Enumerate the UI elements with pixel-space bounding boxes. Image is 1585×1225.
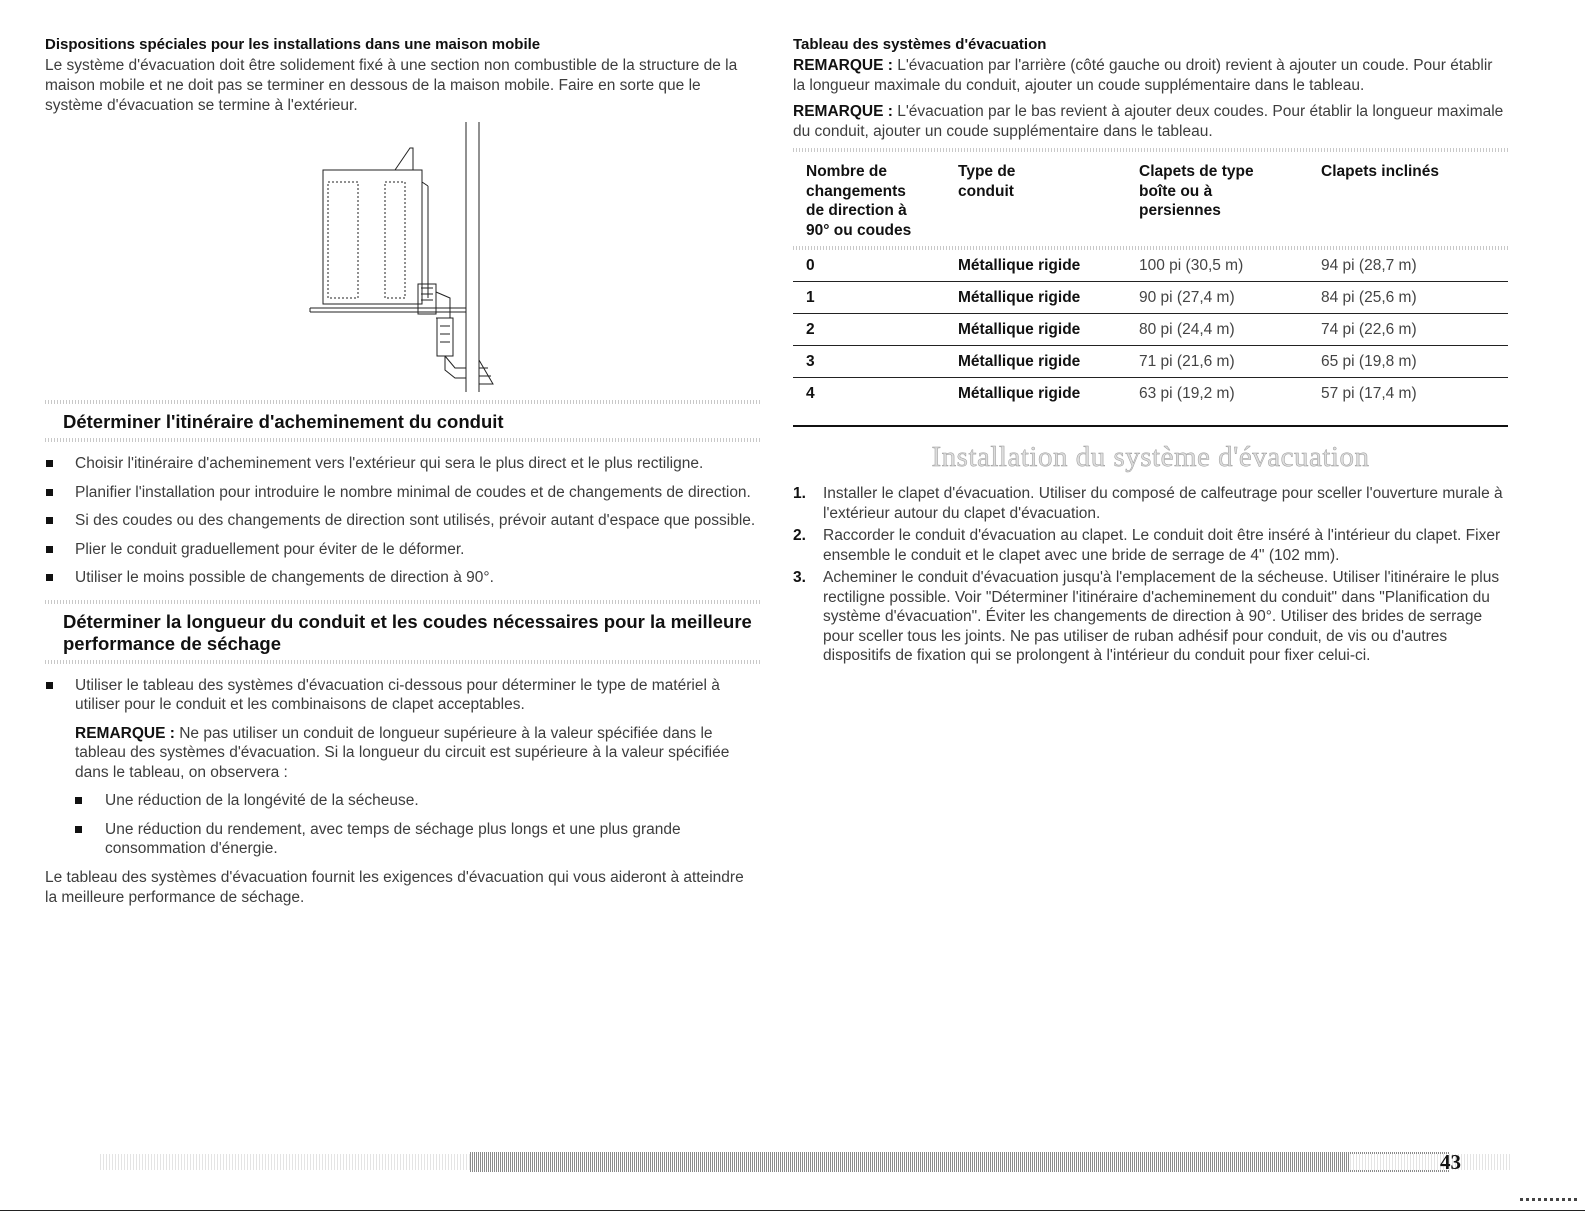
consequence-list (45, 791, 760, 859)
table-row (793, 314, 1508, 346)
list-item (793, 484, 1508, 523)
dryer-diagram-illustration (45, 122, 760, 392)
table-row (793, 346, 1508, 378)
table-cell: 63 pi (19,2 m) (1126, 378, 1308, 427)
table-cell: Métallique rigide (945, 314, 1126, 346)
closing-text: Le tableau des systèmes d'évacuation fournit les exigences d'évacuation qui vous aideront à atteindre la meilleure performance de séchage. (45, 868, 744, 906)
note-text: Ne pas utiliser un conduit de longueur supérieure à la valeur spécifiée dans le tableau des systèmes d'évacuation. Si la longueur du circuit est supérieure à la valeur spécifiée dans le tableau, on observera : (75, 724, 730, 781)
length-section-header (45, 600, 760, 664)
installation-steps (793, 484, 1508, 666)
list-item (793, 526, 1508, 565)
table-header: Clapets inclinés (1321, 163, 1440, 180)
step-number: 1. (793, 485, 806, 502)
table-row (793, 378, 1508, 427)
footer-strong-band (470, 1152, 1450, 1172)
table-cell: 57 pi (17,4 m) (1308, 378, 1508, 427)
route-bullet-list (45, 454, 760, 588)
list-item: Utiliser le moins possible de changements de direction à 90°. (45, 568, 760, 588)
note-text: L'évacuation par le bas revient à ajouter deux coudes. Pour établir la longueur maximale du conduit, ajouter un coude supplémentaire dans le tableau. (793, 103, 1504, 140)
note-label: REMARQUE : (793, 57, 893, 74)
table-cell: 74 pi (22,6 m) (1308, 314, 1508, 346)
vent-system-table (793, 158, 1508, 427)
table-cell: 90 pi (27,4 m) (1126, 282, 1308, 314)
footer-fade-right (1350, 1154, 1510, 1170)
list-item: Planifier l'installation pour introduire le nombre minimal de coudes et de changements de direction. (45, 483, 760, 503)
dryer-mobile-home-diagram (45, 122, 760, 392)
list-item: Une réduction de la longévité de la sécheuse. (45, 791, 760, 811)
note-text: L'évacuation par l'arrière (côté gauche ou droit) revient à ajouter un coude. Pour établir la longueur maximale du conduit, ajouter un coude supplémentaire dans le tableau. (793, 57, 1493, 94)
table-cell: 65 pi (19,8 m) (1308, 346, 1508, 378)
length-section-title: Déterminer la longueur du conduit et les coudes nécessaires pour la meilleure performance de séchage (63, 610, 752, 654)
note-2 (793, 102, 1508, 142)
table-cell: 4 (793, 378, 945, 427)
footer-bar (100, 1152, 1510, 1174)
note-label: REMARQUE : (793, 103, 893, 120)
table-row (793, 282, 1508, 314)
table-cell: 0 (793, 250, 945, 282)
table-heading: Tableau des systèmes d'évacuation (793, 36, 1047, 53)
route-section-header (45, 400, 760, 442)
length-bullet-list (45, 676, 760, 715)
step-text: Acheminer le conduit d'évacuation jusqu'à l'emplacement de la sécheuse. Utiliser l'itinéraire le plus rectiligne possible. Voir "Déterminer l'itinéraire d'acheminement du conduit" dans "Planification du système d'évacuation". Éviter les changements de direction à 90°. Utiliser des brides de serrage pour sceller tous les joints. Ne pas utiliser de ruban adhésif pour conduit, de vis ou d'autres dispositifs de fixation qui se prolongent à l'intérieur du conduit pour fixer celui-ci. (823, 569, 1500, 664)
mobile-home-heading: Dispositions spéciales pour les installations dans une maison mobile (45, 36, 541, 53)
step-number: 3. (793, 569, 806, 586)
dotted-rule (45, 660, 760, 664)
step-number: 2. (793, 527, 806, 544)
dotted-rule (793, 148, 1508, 152)
table-cell: 1 (793, 282, 945, 314)
table-cell: Métallique rigide (945, 250, 1126, 282)
table-cell: Métallique rigide (945, 378, 1126, 427)
bottom-marks (1520, 1198, 1580, 1201)
route-section-title: Déterminer l'itinéraire d'acheminement du conduit (63, 411, 504, 432)
installation-title: Installation du système d'évacuation (931, 441, 1370, 473)
list-item: Choisir l'itinéraire d'acheminement vers l'extérieur qui sera le plus direct et le plus rectiligne. (45, 454, 760, 474)
length-note (45, 724, 760, 783)
table-header: Nombre de changements de direction à 90° ou coudes (806, 163, 912, 239)
step-text: Installer le clapet d'évacuation. Utiliser du composé de calfeutrage pour sceller l'ouverture murale à l'extérieur autour du clapet d'évacuation. (823, 485, 1503, 522)
note-label: REMARQUE : (75, 724, 175, 742)
note-1 (793, 56, 1508, 96)
right-column (793, 36, 1508, 669)
table-header: Clapets de type boîte ou à persiennes (1139, 163, 1254, 219)
table-header: Type de conduit (958, 163, 1016, 200)
table-cell: 3 (793, 346, 945, 378)
table-cell: Métallique rigide (945, 346, 1126, 378)
table-header-row (793, 158, 1508, 246)
list-item: Utiliser le tableau des systèmes d'évacuation ci-dessous pour déterminer le type de matériel à utiliser pour le conduit et les combinaisons de clapet acceptables. (45, 676, 760, 715)
list-item (793, 568, 1508, 666)
dotted-rule (45, 438, 760, 442)
table-cell: 94 pi (28,7 m) (1308, 250, 1508, 282)
table-cell: 2 (793, 314, 945, 346)
table-cell: 71 pi (21,6 m) (1126, 346, 1308, 378)
table-cell: 84 pi (25,6 m) (1308, 282, 1508, 314)
bottom-rule (0, 1210, 1585, 1211)
footer-fade-left (100, 1154, 470, 1170)
list-item: Une réduction du rendement, avec temps de séchage plus longs et une plus grande consommation d'énergie. (45, 820, 760, 859)
step-text: Raccorder le conduit d'évacuation au clapet. Le conduit doit être inséré à l'intérieur du clapet. Fixer ensemble le conduit et le clapet avec une bride de serrage de 4" (102 mm). (823, 527, 1501, 564)
mobile-home-text: Le système d'évacuation doit être solidement fixé à une section non combustible de la structure de la maison mobile et ne doit pas se terminer en dessous de la maison mobile. Faire en sorte que le système d'évacuation se termine à l'extérieur. (45, 57, 738, 114)
page-number: 43 (1440, 1150, 1461, 1174)
list-item: Si des coudes ou des changements de direction sont utilisés, prévoir autant d'espace que possible. (45, 511, 760, 531)
table-cell: 100 pi (30,5 m) (1126, 250, 1308, 282)
table-cell: Métallique rigide (945, 282, 1126, 314)
list-item: Plier le conduit graduellement pour éviter de le déformer. (45, 540, 760, 560)
table-row (793, 250, 1508, 282)
table-cell: 80 pi (24,4 m) (1126, 314, 1308, 346)
left-column (45, 36, 760, 908)
